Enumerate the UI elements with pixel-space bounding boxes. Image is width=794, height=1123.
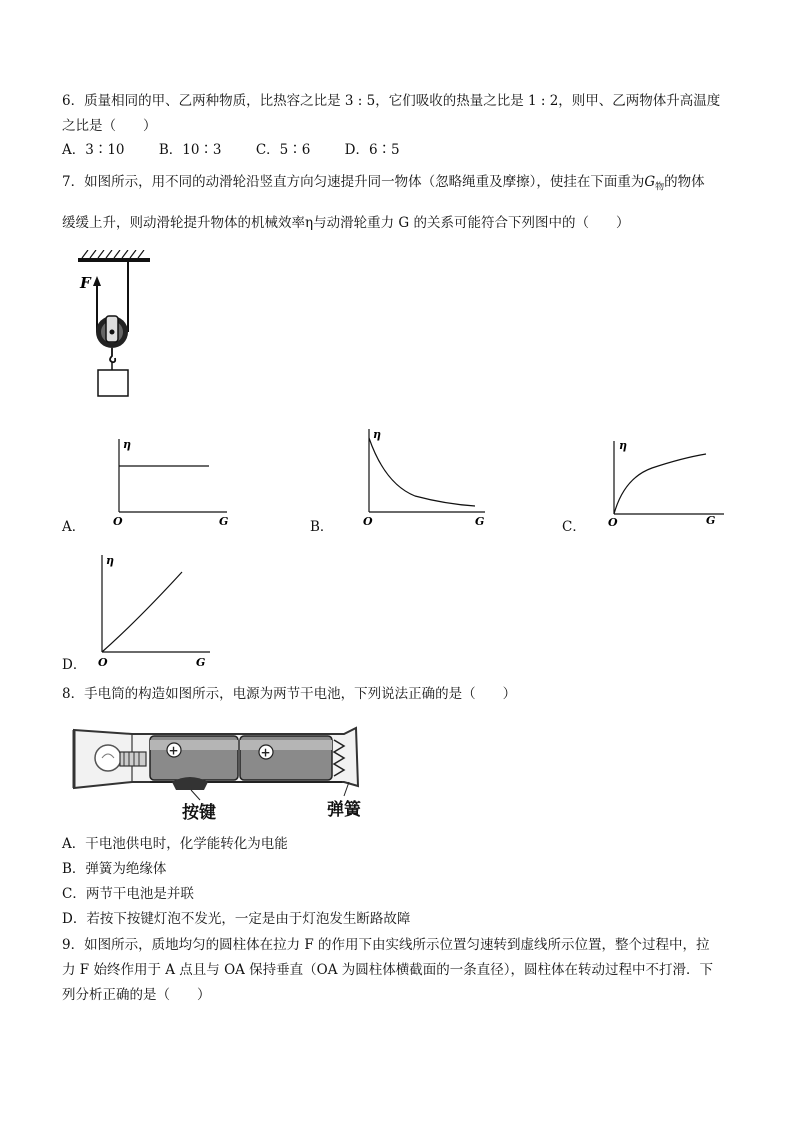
graph-d-x-label: G: [196, 656, 206, 669]
q8-option-a[interactable]: A．干电池供电时，化学能转化为电能: [62, 836, 288, 852]
q9-stem-line2: 力 F 始终作用于 A 点且与 OA 保持垂直（OA 为圆柱体横截面的一条直径），圆柱体在转动过程中不打滑．下: [62, 962, 714, 978]
graph-c: [602, 436, 732, 528]
force-label-f: F: [80, 274, 91, 292]
pulley-figure: [72, 250, 162, 400]
graph-b-origin: O: [363, 515, 373, 528]
q8-stem-line1: 8．手电筒的构造如图所示，电源为两节干电池，下列说法正确的是（ ）: [62, 686, 517, 702]
q6-option-a[interactable]: A．3∶10: [62, 142, 125, 158]
graph-b-x-label: G: [475, 515, 485, 528]
label-spring: 弹簧: [327, 800, 361, 820]
graph-d-y-label: η: [106, 554, 114, 567]
graph-a-y-label: η: [123, 438, 131, 451]
graph-d-origin: O: [98, 656, 108, 669]
q7-g-subscript: 物: [655, 182, 665, 193]
q6-option-b[interactable]: B．10∶3: [158, 142, 222, 158]
svg-text:+: +: [168, 743, 179, 758]
q8-option-d[interactable]: D．若按下按键灯泡不发光，一定是由于灯泡发生断路故障: [62, 911, 411, 927]
graph-c-y-label: η: [619, 439, 627, 452]
graph-a-x-label: G: [219, 515, 229, 528]
graph-d: [88, 550, 218, 670]
graph-a: [105, 434, 235, 529]
q8-option-b[interactable]: B．弹簧为绝缘体: [62, 861, 167, 877]
graph-a-origin: O: [113, 515, 123, 528]
q7-graph-label-a[interactable]: A．: [62, 519, 86, 535]
q9-stem-line3: 列分析正确的是（ ）: [62, 987, 211, 1003]
q6-stem-line1: 6．质量相同的甲、乙两种物质，比热容之比是 3 : 5，它们吸收的热量之比是 1 : 2，则甲、乙两物体升高温度: [62, 93, 721, 109]
q7-graph-label-d[interactable]: D．: [62, 657, 87, 673]
q6-option-c[interactable]: C．5∶6: [255, 142, 311, 158]
q7-graph-label-c[interactable]: C．: [562, 519, 586, 535]
q6-option-d[interactable]: D．6∶5: [344, 142, 400, 158]
q7-stem-text-a: 7．如图所示，用不同的动滑轮沿竖直方向匀速提升同一物体（忽略绳重及摩擦），使挂在下面重为: [62, 174, 645, 190]
graph-c-origin: O: [608, 516, 618, 528]
q6-options: [62, 141, 430, 159]
flashlight-figure: [72, 712, 372, 824]
graph-b: [355, 424, 495, 529]
svg-text:+: +: [260, 745, 271, 760]
q8-option-c[interactable]: C．两节干电池是并联: [62, 886, 194, 902]
q7-graph-label-b[interactable]: B．: [310, 519, 334, 535]
q7-stem-line2: 缓缓上升，则动滑轮提升物体的机械效率η与动滑轮重力 G 的关系可能符合下列图中的（ ）: [62, 215, 630, 231]
q9-stem-line1: 9．如图所示，质地均匀的圆柱体在拉力 F 的作用下由实线所示位置匀速转到虚线所示位置，整个过程中，拉: [62, 937, 710, 953]
graph-b-y-label: η: [373, 428, 381, 441]
q7-stem-line1: [62, 173, 705, 197]
label-button: 按键: [182, 803, 216, 823]
graph-c-x-label: G: [706, 514, 716, 527]
q6-stem-line2: 之比是（ ）: [62, 118, 157, 134]
q7-g-symbol: G: [644, 174, 656, 190]
q7-stem-text-b: 的物体: [664, 174, 705, 190]
